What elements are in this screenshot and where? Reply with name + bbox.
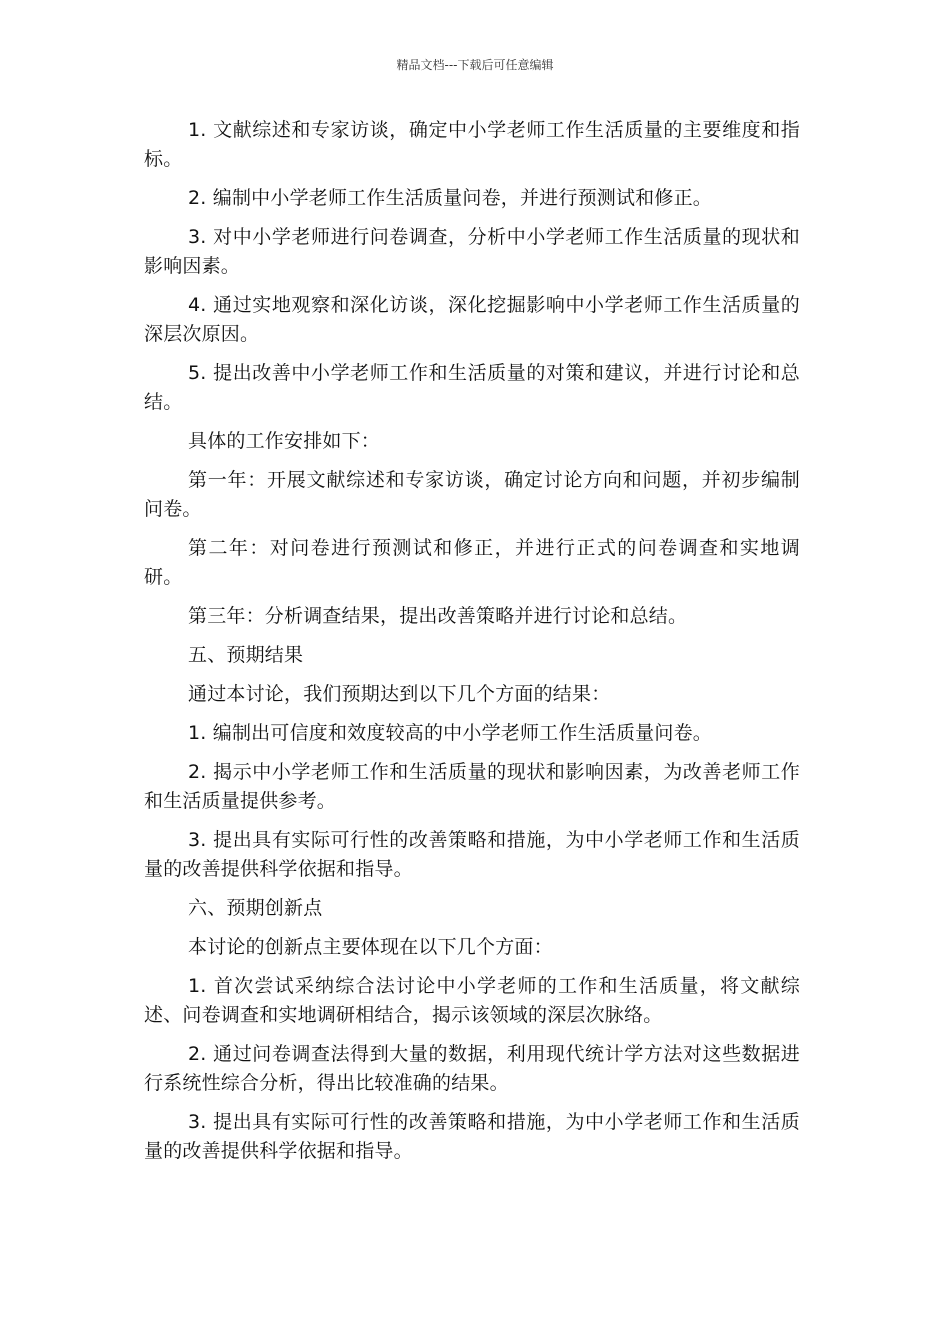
paragraph: 3. 对中小学老师进行问卷调查，分析中小学老师工作生活质量的现状和影响因素。 [144, 226, 800, 277]
paragraph: 具体的工作安排如下： [188, 430, 381, 452]
paragraph: 4. 通过实地观察和深化访谈，深化挖掘影响中小学老师工作生活质量的深层次原因。 [144, 294, 800, 345]
paragraph: 2. 揭示中小学老师工作和生活质量的现状和影响因素，为改善老师工作和生活质量提供参考。 [144, 761, 800, 812]
paragraph: 第二年：对问卷进行预测试和修正，并进行正式的问卷调查和实地调研。 [144, 537, 800, 588]
paragraph: 2. 编制中小学老师工作生活质量问卷，并进行预测试和修正。 [188, 187, 712, 209]
paragraph: 第三年：分析调查结果，提出改善策略并进行讨论和总结。 [188, 605, 688, 627]
paragraph: 1. 编制出可信度和效度较高的中小学老师工作生活质量问卷。 [188, 722, 712, 744]
paragraph: 第一年：开展文献综述和专家访谈，确定讨论方向和问题，并初步编制问卷。 [144, 469, 800, 520]
paragraph: 通过本讨论，我们预期达到以下几个方面的结果： [188, 683, 611, 705]
paragraph: 1. 文献综述和专家访谈，确定中小学老师工作生活质量的主要维度和指标。 [144, 119, 800, 170]
paragraph: 本讨论的创新点主要体现在以下几个方面： [188, 936, 553, 958]
paragraph: 5. 提出改善中小学老师工作和生活质量的对策和建议，并进行讨论和总结。 [144, 362, 800, 413]
paragraph: 2. 通过问卷调查法得到大量的数据，利用现代统计学方法对这些数据进行系统性综合分析，得出比较准确的结果。 [144, 1043, 800, 1094]
section-heading: 六、预期创新点 [188, 897, 323, 919]
paragraph: 1. 首次尝试采纳综合法讨论中小学老师的工作和生活质量，将文献综述、问卷调查和实地调研相结合，揭示该领域的深层次脉络。 [144, 975, 800, 1026]
section-heading: 五、预期结果 [188, 644, 304, 666]
paragraph: 3. 提出具有实际可行性的改善策略和措施，为中小学老师工作和生活质量的改善提供科学依据和指导。 [144, 829, 800, 880]
paragraph: 3. 提出具有实际可行性的改善策略和措施，为中小学老师工作和生活质量的改善提供科学依据和指导。 [144, 1111, 800, 1162]
page-header: 精品文档---下载后可任意编辑 [396, 58, 554, 72]
document-body [144, 116, 800, 1176]
